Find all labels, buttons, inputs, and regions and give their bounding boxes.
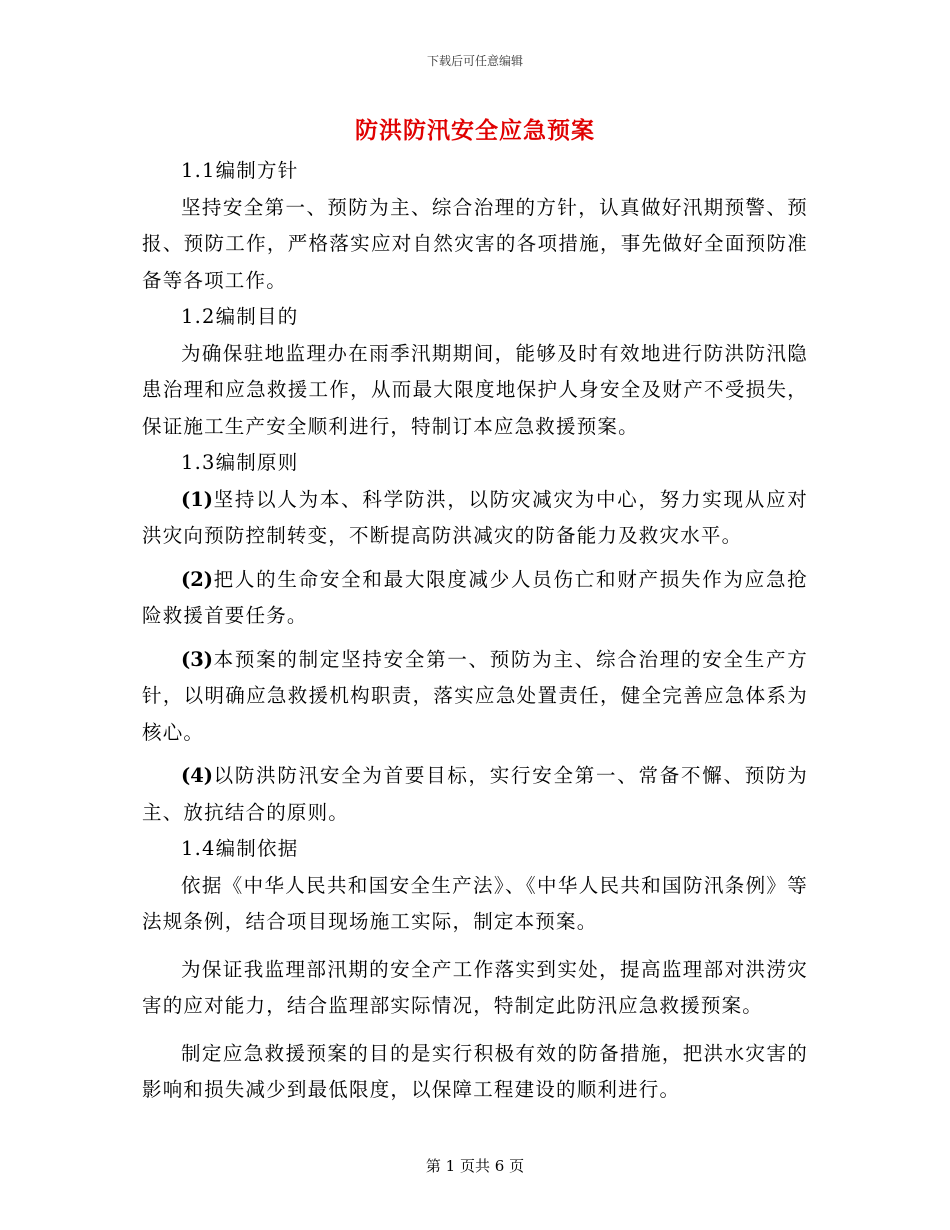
item-number: (3) — [181, 647, 214, 671]
paragraph: 制定应急救援预案的目的是实行积极有效的防备措施，把洪水灾害的影响和损失减少到最低限度，以保障工程建设的顺利进行。 — [142, 1041, 808, 1101]
section-heading-1-2: 1.2编制目的 — [181, 305, 299, 328]
section-heading-1-1: 1.1编制方针 — [181, 159, 299, 182]
paragraph: 坚持安全第一、预防为主、综合治理的方针，认真做好汛期预警、预报、预防工作，严格落实应对自然灾害的各项措施，事先做好全面预防准备等各项工作。 — [142, 195, 808, 292]
item-text: 以防洪防汛安全为首要目标，实行安全第一、常备不懈、预防为主、放抗结合的原则。 — [142, 764, 808, 824]
item-text: 把人的生命安全和最大限度减少人员伤亡和财产损失作为应急抢险救援首要任务。 — [142, 567, 808, 627]
principle-item-3 — [142, 642, 808, 752]
item-text: 本预案的制定坚持安全第一、预防为主、综合治理的安全生产方针，以明确应急救援机构职责，落实应急处置责任，健全完善应急体系为核心。 — [142, 647, 808, 744]
item-text: 坚持以人为本、科学防洪，以防灾减灾为中心，努力实现从应对洪灾向预防控制转变，不断提高防洪减灾的防备能力及救灾水平。 — [142, 487, 808, 547]
section-heading-1-4: 1.4编制依据 — [181, 837, 299, 860]
item-number: (1) — [181, 487, 214, 511]
header-note: 下载后可任意编辑 — [426, 54, 523, 68]
principle-item-2 — [142, 562, 808, 635]
document-title: 防洪防汛安全应急预案 — [355, 117, 595, 144]
page-number-footer: 第 1 页共 6 页 — [425, 1157, 525, 1175]
document-body — [142, 153, 808, 1109]
principle-item-4 — [142, 758, 808, 831]
paragraph: 依据《中华人民共和国安全生产法》、《中华人民共和国防汛条例》等法规条例，结合项目现场施工实际，制定本预案。 — [142, 873, 808, 933]
item-number: (2) — [181, 567, 214, 591]
paragraph: 为保证我监理部汛期的安全产工作落实到实处，提高监理部对洪涝灾害的应对能力，结合监理部实际情况，特制定此防汛应急救援预案。 — [142, 957, 808, 1017]
section-heading-1-3: 1.3编制原则 — [181, 451, 299, 474]
principle-item-1 — [142, 482, 808, 555]
item-number: (4) — [181, 764, 214, 787]
paragraph: 为确保驻地监理办在雨季汛期期间，能够及时有效地进行防洪防汛隐患治理和应急救援工作，从而最大限度地保护人身安全及财产不受损失，保证施工生产安全顺利进行，特制订本应急救援预案。 — [142, 341, 808, 438]
